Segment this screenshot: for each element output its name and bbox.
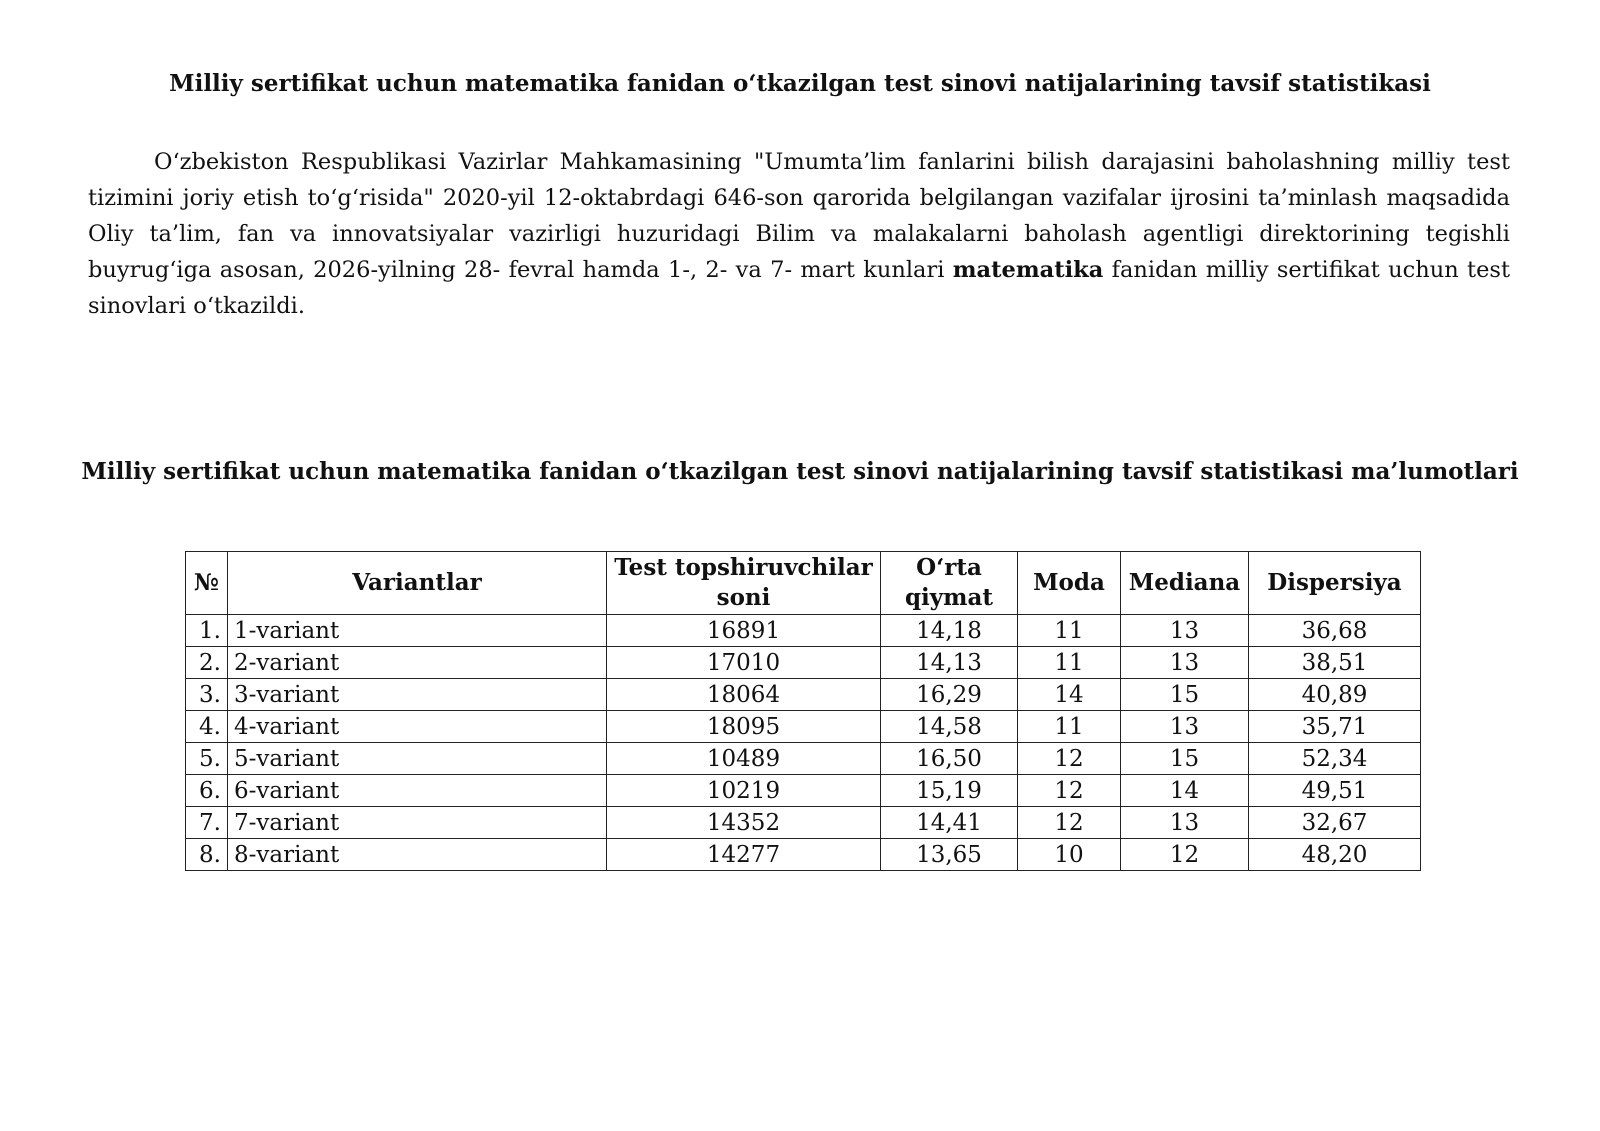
- cell-count: 18095: [607, 711, 881, 743]
- cell-mode: 11: [1018, 647, 1121, 679]
- header-participant-count: Test topshiruvchilar soni: [607, 552, 881, 615]
- header-mean: O‘rta qiymat: [881, 552, 1018, 615]
- table-title: Milliy sertifikat uchun matematika fanidan o‘tkazilgan test sinovi natijalarining tavsif statistikasi ma’lumotlari: [81, 458, 1519, 485]
- table-row: [186, 807, 1421, 839]
- header-mode: Moda: [1018, 552, 1121, 615]
- cell-variance: 36,68: [1249, 615, 1421, 647]
- intro-text-before: O‘zbekiston Respublikasi Vazirlar Mahkamasining "Umumta’lim fanlarini bilish darajasini baholashning milliy test tizimini joriy etish to‘g‘risida" 2020-yil 12-oktabrdagi 646-son qarorida belgilangan vazifalar ijrosini ta’minlash maqsadida Oliy ta’lim, fan va innovatsiyalar vazirligi huzuridagi Bilim va malakalarni baholash agentligi direktorining tegishli buyrug‘iga asosan, 2026-yilning 28- fevral hamda 1-, 2- va 7- mart kunlari: [88, 149, 1510, 283]
- cell-mean: 14,18: [881, 615, 1018, 647]
- intro-text-after: fanidan milliy sertifikat uchun test sinovlari o‘tkazildi.: [88, 257, 1510, 319]
- header-median: Mediana: [1121, 552, 1249, 615]
- cell-variance: 52,34: [1249, 743, 1421, 775]
- cell-number: 5.: [186, 743, 228, 775]
- cell-variant: 8-variant: [228, 839, 607, 871]
- cell-variant: 1-variant: [228, 615, 607, 647]
- table-row: [186, 679, 1421, 711]
- cell-mean: 14,41: [881, 807, 1018, 839]
- cell-median: 13: [1121, 711, 1249, 743]
- cell-count: 18064: [607, 679, 881, 711]
- cell-mode: 11: [1018, 711, 1121, 743]
- cell-median: 13: [1121, 807, 1249, 839]
- cell-mean: 14,58: [881, 711, 1018, 743]
- cell-mean: 15,19: [881, 775, 1018, 807]
- cell-number: 2.: [186, 647, 228, 679]
- cell-median: 13: [1121, 615, 1249, 647]
- cell-variance: 32,67: [1249, 807, 1421, 839]
- cell-mode: 10: [1018, 839, 1121, 871]
- cell-variant: 6-variant: [228, 775, 607, 807]
- cell-median: 15: [1121, 743, 1249, 775]
- cell-number: 8.: [186, 839, 228, 871]
- cell-median: 13: [1121, 647, 1249, 679]
- statistics-table: [185, 551, 1421, 871]
- cell-variance: 38,51: [1249, 647, 1421, 679]
- table-row: [186, 647, 1421, 679]
- table-header-row: [186, 552, 1421, 615]
- cell-variant: 5-variant: [228, 743, 607, 775]
- cell-mode: 12: [1018, 775, 1121, 807]
- cell-variant: 2-variant: [228, 647, 607, 679]
- header-variant: Variantlar: [228, 552, 607, 615]
- cell-median: 12: [1121, 839, 1249, 871]
- cell-median: 14: [1121, 775, 1249, 807]
- cell-variance: 40,89: [1249, 679, 1421, 711]
- cell-variance: 49,51: [1249, 775, 1421, 807]
- cell-mean: 16,29: [881, 679, 1018, 711]
- cell-number: 6.: [186, 775, 228, 807]
- cell-number: 1.: [186, 615, 228, 647]
- table-row: [186, 775, 1421, 807]
- table-row: [186, 839, 1421, 871]
- cell-count: 10489: [607, 743, 881, 775]
- header-number: №: [186, 552, 228, 615]
- cell-count: 17010: [607, 647, 881, 679]
- header-variance: Dispersiya: [1249, 552, 1421, 615]
- cell-mode: 12: [1018, 807, 1121, 839]
- cell-count: 14277: [607, 839, 881, 871]
- cell-mean: 13,65: [881, 839, 1018, 871]
- cell-count: 16891: [607, 615, 881, 647]
- cell-count: 14352: [607, 807, 881, 839]
- cell-number: 4.: [186, 711, 228, 743]
- cell-median: 15: [1121, 679, 1249, 711]
- table-row: [186, 743, 1421, 775]
- cell-variance: 35,71: [1249, 711, 1421, 743]
- cell-variant: 3-variant: [228, 679, 607, 711]
- table-row: [186, 711, 1421, 743]
- cell-variance: 48,20: [1249, 839, 1421, 871]
- cell-mean: 14,13: [881, 647, 1018, 679]
- cell-number: 3.: [186, 679, 228, 711]
- cell-mode: 11: [1018, 615, 1121, 647]
- intro-subject-bold: matematika: [952, 257, 1104, 283]
- cell-variant: 7-variant: [228, 807, 607, 839]
- cell-mean: 16,50: [881, 743, 1018, 775]
- cell-mode: 12: [1018, 743, 1121, 775]
- cell-variant: 4-variant: [228, 711, 607, 743]
- intro-paragraph: [88, 144, 1510, 324]
- cell-mode: 14: [1018, 679, 1121, 711]
- cell-count: 10219: [607, 775, 881, 807]
- cell-number: 7.: [186, 807, 228, 839]
- document-title: Milliy sertifikat uchun matematika fanidan o‘tkazilgan test sinovi natijalarining tavsif statistikasi: [169, 70, 1431, 97]
- table-row: [186, 615, 1421, 647]
